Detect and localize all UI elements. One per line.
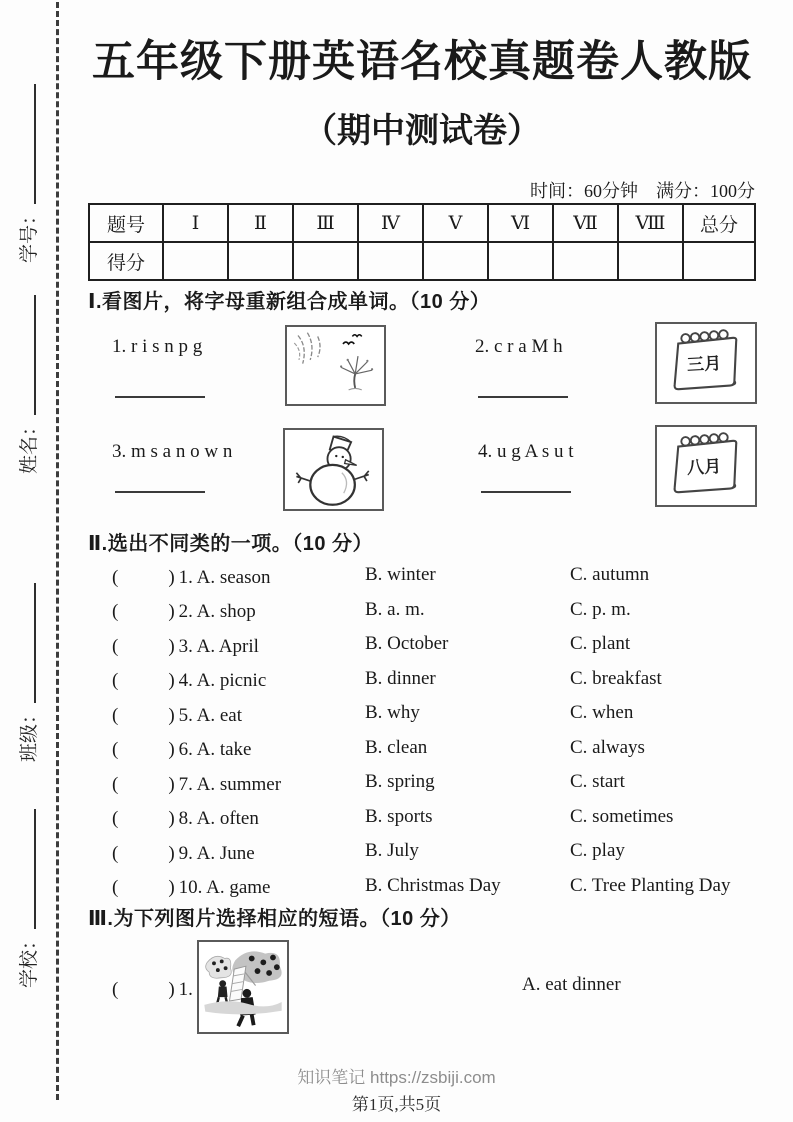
option-a: 8. A. often xyxy=(178,808,259,830)
option-c: C. start xyxy=(570,771,625,793)
option-a: 3. A. April xyxy=(178,635,259,657)
section1-item1-blank xyxy=(115,396,205,398)
option-c: C. p. m. xyxy=(570,598,631,620)
option-c: C. plant xyxy=(570,633,631,655)
footer-page-number: 第1页,共5页 xyxy=(351,1095,442,1114)
score-cell xyxy=(553,242,618,280)
student-id-label: 学号： xyxy=(18,205,40,263)
section3-heading: Ⅲ.为下列图片选择相应的短语。（10 分） xyxy=(88,908,461,930)
score-row-label: 得分 xyxy=(89,242,163,280)
school-blank xyxy=(19,809,36,929)
score-cell xyxy=(163,242,228,280)
option-b: B. Christmas Day xyxy=(365,874,501,896)
answer-bracket: ( ) xyxy=(112,670,179,692)
snowman-image xyxy=(286,431,381,508)
question-row xyxy=(112,558,760,593)
section3-item1-picture xyxy=(197,940,289,1034)
score-cell xyxy=(618,242,683,280)
score-table-header-row xyxy=(89,204,755,242)
class-blank xyxy=(19,583,36,703)
option-a: 2. A. shop xyxy=(178,601,256,623)
answer-bracket: ( ) xyxy=(112,842,179,864)
score-col-7: Ⅶ xyxy=(553,204,618,242)
score-table-corner: 题号 xyxy=(89,204,163,242)
option-b: B. spring xyxy=(365,771,435,793)
section1-item3-picture xyxy=(283,428,384,511)
answer-bracket: ( ) xyxy=(112,601,179,623)
footer-site-link[interactable]: 知识笔记 https://zsbiji.com xyxy=(297,1068,496,1087)
question-row xyxy=(112,593,760,628)
option-c: C. Tree Planting Day xyxy=(570,874,731,896)
answer-bracket: ( ) xyxy=(112,739,179,761)
answer-bracket: ( ) xyxy=(112,704,179,726)
class-field xyxy=(14,562,40,762)
answer-bracket: ( ) xyxy=(112,566,179,588)
option-b: B. why xyxy=(365,702,420,724)
student-id-field xyxy=(14,63,40,263)
option-b: B. October xyxy=(365,633,449,655)
option-a: 5. A. eat xyxy=(178,704,242,726)
section1-item2-picture xyxy=(655,322,757,404)
page-subtitle: （期中测试卷） xyxy=(303,113,541,150)
score-cell xyxy=(488,242,553,280)
option-b: B. clean xyxy=(365,736,428,758)
name-label: 姓名： xyxy=(18,416,40,474)
option-c: C. breakfast xyxy=(570,667,662,689)
name-field xyxy=(14,274,40,474)
answer-bracket: ( ) xyxy=(112,979,179,1000)
option-c: C. sometimes xyxy=(570,805,674,827)
question-row xyxy=(112,662,760,697)
score-col-6: Ⅵ xyxy=(488,204,553,242)
school-label: 学校： xyxy=(18,930,40,988)
question-row xyxy=(112,834,760,869)
option-b: B. winter xyxy=(365,564,436,586)
section1-item1-picture xyxy=(285,325,386,406)
march-calendar-image xyxy=(658,325,754,401)
score-cell xyxy=(423,242,488,280)
section1-item1-label: 1. r i s n p g xyxy=(112,336,203,357)
apple-picking-image xyxy=(200,943,286,1031)
august-calendar-text: 八月 xyxy=(686,456,722,478)
option-a: 7. A. summer xyxy=(178,773,282,795)
score-col-1: Ⅰ xyxy=(163,204,228,242)
question-row xyxy=(112,627,760,662)
section1-item3-blank xyxy=(115,491,205,493)
section1-item4-blank xyxy=(481,491,571,493)
margin-dashed-line xyxy=(56,2,59,1100)
option-b: B. July xyxy=(365,840,419,862)
answer-bracket: ( ) xyxy=(112,773,179,795)
student-id-blank xyxy=(19,84,36,204)
section2-question-list xyxy=(112,558,760,903)
option-b: B. a. m. xyxy=(365,598,425,620)
score-col-5: Ⅴ xyxy=(423,204,488,242)
section1-item4-label: 4. u g A s u t xyxy=(478,441,574,462)
score-cell xyxy=(358,242,423,280)
answer-bracket: ( ) xyxy=(112,635,179,657)
name-blank xyxy=(19,295,36,415)
section1-item2-blank xyxy=(478,396,568,398)
section1-item3-label: 3. m s a n o w n xyxy=(112,441,233,462)
question-row xyxy=(112,800,760,835)
option-a: 4. A. picnic xyxy=(178,670,267,692)
score-cell xyxy=(293,242,358,280)
score-cell-total xyxy=(683,242,755,280)
question-row xyxy=(112,731,760,766)
section1-item2-label: 2. c r a M h xyxy=(475,336,563,357)
school-field xyxy=(14,788,40,988)
section2-heading: Ⅱ.选出不同类的一项。（10 分） xyxy=(88,533,374,555)
score-col-total: 总分 xyxy=(683,204,755,242)
option-a: 10. A. game xyxy=(178,877,271,899)
option-c: C. autumn xyxy=(570,564,650,586)
class-label: 班级： xyxy=(18,704,40,762)
score-col-8: Ⅷ xyxy=(618,204,683,242)
score-cell xyxy=(228,242,293,280)
option-c: C. always xyxy=(570,736,645,758)
option-a: 9. A. June xyxy=(178,842,255,864)
spring-scene-image xyxy=(288,328,383,403)
score-col-2: Ⅱ xyxy=(228,204,293,242)
section1-item4-picture xyxy=(655,425,757,507)
option-a: 1. A. season xyxy=(178,566,271,588)
answer-bracket: ( ) xyxy=(112,808,179,830)
march-calendar-text: 三月 xyxy=(686,353,722,375)
answer-bracket: ( ) xyxy=(112,877,179,899)
option-b: B. sports xyxy=(365,805,433,827)
section3-item1-option: A. eat dinner xyxy=(522,974,621,995)
section1-heading: Ⅰ.看图片，将字母重新组合成单词。（10 分） xyxy=(88,291,491,313)
question-row xyxy=(112,696,760,731)
option-b: B. dinner xyxy=(365,667,436,689)
time-score-info: 时间：60分钟 满分：100分 xyxy=(530,181,755,201)
score-table-score-row xyxy=(89,242,755,280)
question-row xyxy=(112,869,760,904)
score-table xyxy=(88,203,756,281)
section3-item1-bracket xyxy=(112,974,193,1001)
score-col-3: Ⅲ xyxy=(293,204,358,242)
score-col-4: Ⅳ xyxy=(358,204,423,242)
option-a: 6. A. take xyxy=(178,739,252,761)
option-c: C. when xyxy=(570,702,634,724)
option-c: C. play xyxy=(570,840,625,862)
question-number: 1. xyxy=(178,979,193,1000)
page-title: 五年级下册英语名校真题卷人教版 xyxy=(92,39,752,86)
question-row xyxy=(112,765,760,800)
august-calendar-image xyxy=(658,428,754,504)
